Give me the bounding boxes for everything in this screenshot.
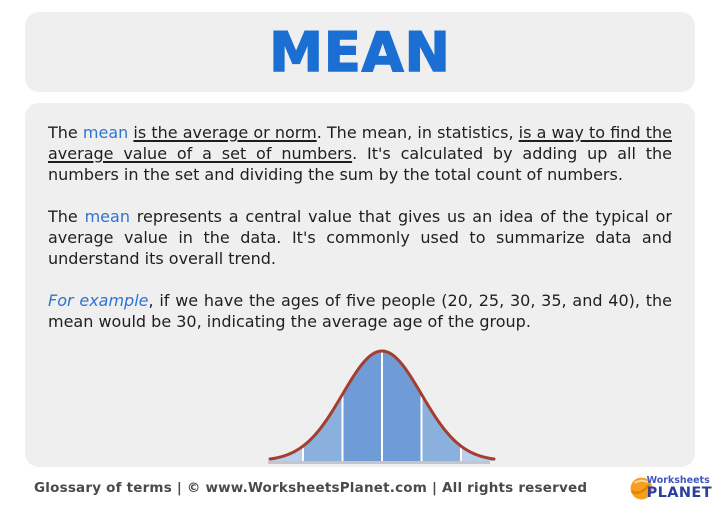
text-segment-underline: is a way to find the average value of a set of numbers	[48, 123, 672, 163]
bell-curve-svg	[256, 340, 496, 466]
text-segment-accent: mean	[82, 123, 129, 142]
footer-credits: Glossary of terms | © www.WorksheetsPlanet.com | All rights reserved	[34, 480, 588, 496]
definition-paragraph	[48, 290, 672, 332]
worksheets-planet-logo	[629, 476, 712, 501]
text-segment-accent-italic: For example	[48, 291, 149, 310]
page-title: MEAN	[269, 20, 451, 84]
text-segment-accent: mean	[84, 207, 130, 226]
text-segment: , if we have the ages of five people (20, 25, 30, 35, and 40), the mean would be 30, indicating the average age of the group.	[48, 291, 672, 331]
footer	[0, 467, 720, 509]
title-card	[25, 12, 695, 92]
logo-planet-text: PLANET	[646, 485, 712, 501]
logo-worksheets-text: Worksheets	[646, 474, 710, 486]
logo-text	[647, 476, 712, 501]
text-segment: . It's calculated by adding up all the numbers in the set and dividing the sum by the total count of numbers.	[48, 144, 673, 184]
text-segment: The	[48, 207, 85, 226]
definition-card	[25, 103, 695, 467]
text-segment-underline: is the average or norm	[133, 123, 317, 142]
definition-paragraphs	[25, 103, 695, 332]
definition-paragraph	[48, 122, 672, 185]
text-segment: represents a central value that gives us an idea of the typical or average value in the data. It's commonly used to summarize data and understand its overall trend.	[48, 207, 672, 268]
text-segment: . The mean, in statistics,	[316, 123, 519, 142]
definition-paragraph	[48, 206, 672, 269]
bell-curve-figure	[256, 340, 496, 466]
text-segment: The	[48, 123, 83, 142]
